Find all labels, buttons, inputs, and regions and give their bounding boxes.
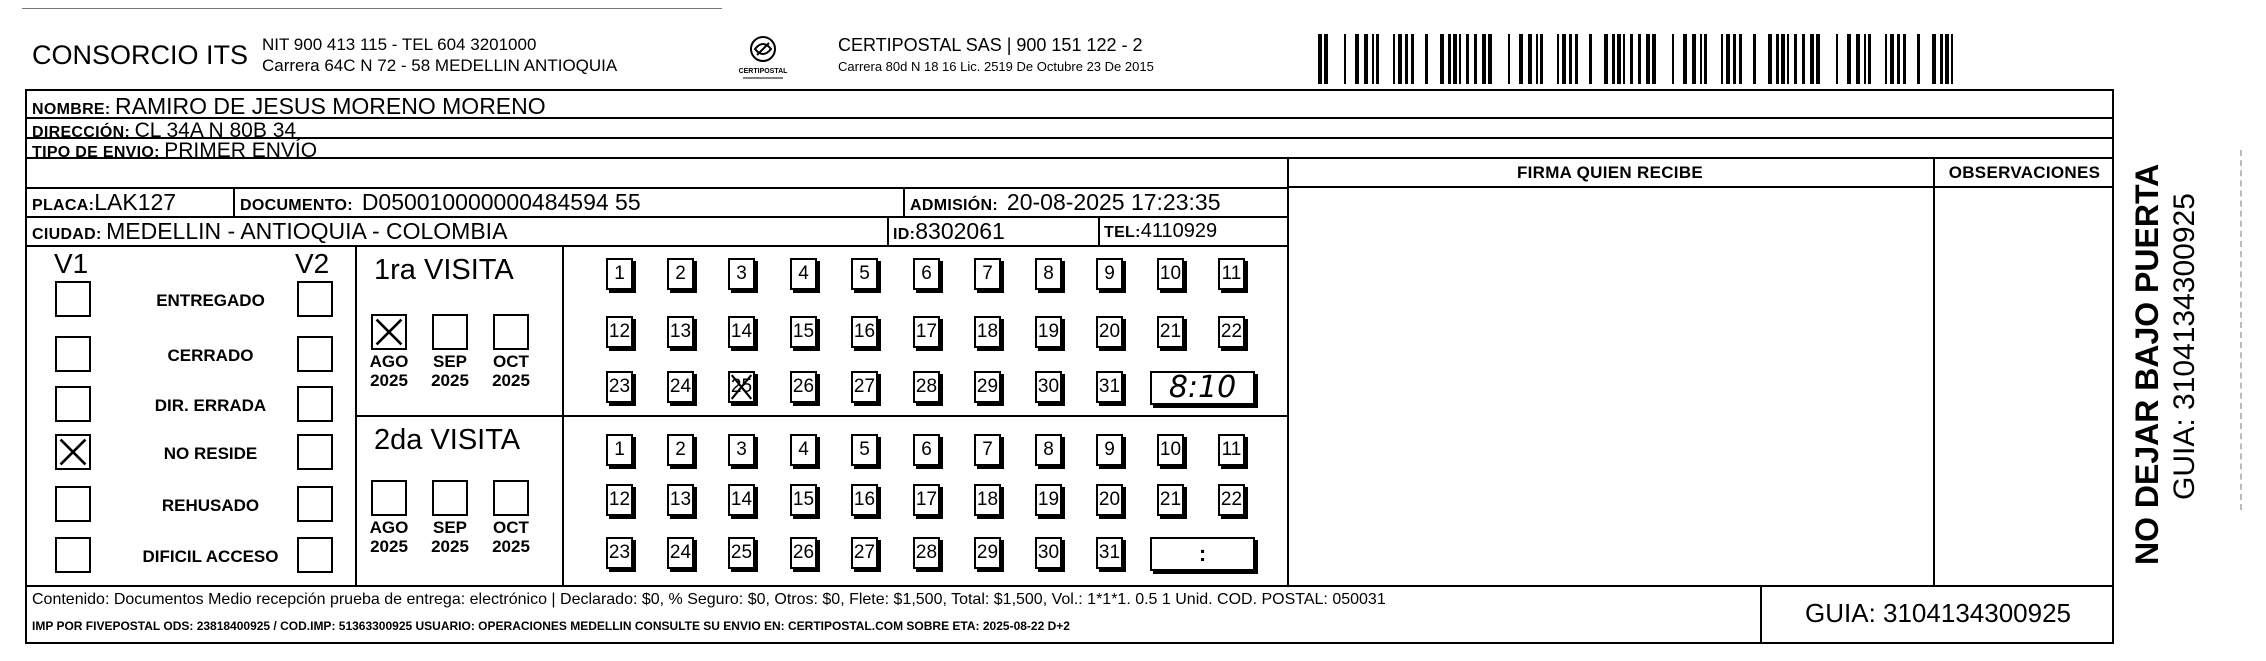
visit1-day-box[interactable]: 19 bbox=[1035, 316, 1062, 348]
documento-field: DOCUMENTO: D050010000000484594 55 bbox=[240, 189, 641, 215]
admision-value: 20-08-2025 17:23:35 bbox=[1006, 189, 1221, 215]
visit1-month-label: OCT 2025 bbox=[492, 352, 530, 390]
v2-checkbox[interactable] bbox=[297, 281, 333, 317]
status-option-label: ENTREGADO bbox=[156, 291, 265, 310]
visit1-month-label: AGO 2025 bbox=[369, 352, 409, 390]
status-option-label: DIR. ERRADA bbox=[154, 396, 267, 415]
barcode bbox=[1318, 34, 1958, 84]
visit2-day-box[interactable]: 13 bbox=[667, 484, 694, 516]
v1-checkbox[interactable] bbox=[55, 386, 91, 422]
id-field: ID:8302061 bbox=[893, 218, 1005, 244]
visit1-day-box[interactable]: 8 bbox=[1035, 258, 1062, 290]
visit2-day-box[interactable]: 28 bbox=[913, 537, 940, 569]
documento-value: D050010000000484594 55 bbox=[361, 189, 641, 215]
visit2-day-box[interactable]: 22 bbox=[1218, 484, 1245, 516]
visit1-day-box[interactable]: 5 bbox=[851, 258, 878, 290]
company-name: CONSORCIO ITS bbox=[32, 40, 249, 70]
visit2-month-label: SEP 2025 bbox=[431, 518, 469, 556]
visit2-day-box[interactable]: 2 bbox=[667, 434, 694, 466]
v2-checkbox[interactable] bbox=[297, 486, 333, 522]
visit1-day-box[interactable]: 23 bbox=[606, 371, 633, 403]
visit1-day-box[interactable]: 26 bbox=[790, 371, 817, 403]
tipo-row: TIPO DE ENVIO: PRIMER ENVÍO bbox=[32, 139, 318, 162]
visit2-day-box[interactable]: 20 bbox=[1096, 484, 1123, 516]
visit1-day-box[interactable]: 18 bbox=[974, 316, 1001, 348]
admision-field: ADMISIÓN: 20-08-2025 17:23:35 bbox=[910, 189, 1221, 215]
v2-checkbox[interactable] bbox=[297, 386, 333, 422]
visit1-day-box[interactable]: 4 bbox=[790, 258, 817, 290]
visit2-day-box[interactable]: 6 bbox=[913, 434, 940, 466]
v1-checkbox[interactable] bbox=[55, 486, 91, 522]
visit1-day-box[interactable]: 14 bbox=[728, 316, 755, 348]
footer-guia: GUIA: 3104134300925 bbox=[1805, 598, 2071, 628]
certipostal-logo bbox=[735, 33, 791, 85]
v2-label: V2 bbox=[295, 248, 330, 279]
visit2-day-box[interactable]: 10 bbox=[1157, 434, 1184, 466]
v1-checkbox[interactable] bbox=[55, 281, 91, 317]
tipo-value: PRIMER ENVÍO bbox=[164, 139, 318, 162]
v1-checkbox[interactable] bbox=[55, 336, 91, 372]
visit1-month-checkbox[interactable] bbox=[432, 314, 468, 350]
status-option-label: DIFICIL ACCESO bbox=[142, 547, 279, 566]
visit2-day-box[interactable]: 31 bbox=[1096, 537, 1123, 569]
visit1-day-box[interactable]: 13 bbox=[667, 316, 694, 348]
v1-label: V1 bbox=[54, 248, 89, 279]
footer-imp: IMP POR FIVEPOSTAL ODS: 23818400925 / COD.IMP: 51363300925 USUARIO: OPERACIONES MEDELLIN CONSULTE SU ENVIO EN: CERTIPOSTAL.COM SOBRE ETA: 2025-08-22 D+2 bbox=[32, 619, 1070, 633]
top-rule bbox=[22, 8, 722, 9]
observaciones-header: OBSERVACIONES bbox=[1948, 163, 2101, 182]
visit2-day-box[interactable]: 9 bbox=[1096, 434, 1123, 466]
visit2-title: 2da VISITA bbox=[374, 424, 521, 456]
visit2-day-box[interactable]: 29 bbox=[974, 537, 1001, 569]
visit1-day-box[interactable]: 3 bbox=[728, 258, 755, 290]
visit1-day-box[interactable]: 10 bbox=[1157, 258, 1184, 290]
visit1-day-box[interactable]: 15 bbox=[790, 316, 817, 348]
visit1-day-box[interactable]: 29 bbox=[974, 371, 1001, 403]
visit1-day-box[interactable]: 2 bbox=[667, 258, 694, 290]
placa-field: PLACA:LAK127 bbox=[32, 189, 177, 215]
v2-checkbox[interactable] bbox=[297, 336, 333, 372]
side-notice: NO DEJAR BAJO PUERTA bbox=[2129, 163, 2165, 565]
v1-checkbox[interactable] bbox=[55, 434, 91, 470]
v2-checkbox[interactable] bbox=[297, 537, 333, 573]
visit2-day-box[interactable]: 27 bbox=[851, 537, 878, 569]
status-option-label: NO RESIDE bbox=[163, 444, 258, 463]
visit2-month-checkbox[interactable] bbox=[432, 480, 468, 516]
tel-field: TEL:4110929 bbox=[1104, 220, 1218, 242]
visit2-day-box[interactable]: 12 bbox=[606, 484, 633, 516]
visit1-day-box[interactable]: 20 bbox=[1096, 316, 1123, 348]
visit2-day-box[interactable]: 24 bbox=[667, 537, 694, 569]
status-option-label: REHUSADO bbox=[161, 496, 260, 515]
visit2-day-box[interactable]: 3 bbox=[728, 434, 755, 466]
visit1-day-box[interactable]: 7 bbox=[974, 258, 1001, 290]
certipostal-address: Carrera 80d N 18 16 Lic. 2519 De Octubre 23 De 2015 bbox=[838, 59, 1154, 74]
visit2-day-box[interactable]: 15 bbox=[790, 484, 817, 516]
side-guia: GUIA: 3104134300925 bbox=[2168, 193, 2201, 500]
logo-text: CERTIPOSTAL bbox=[738, 68, 788, 75]
status-option-label: CERRADO bbox=[167, 346, 254, 365]
visit1-day-box[interactable]: 11 bbox=[1218, 258, 1245, 290]
visit1-day-box[interactable]: 28 bbox=[913, 371, 940, 403]
visit2-day-box[interactable]: 1 bbox=[606, 434, 633, 466]
visit1-day-box[interactable]: 16 bbox=[851, 316, 878, 348]
id-value: 8302061 bbox=[915, 218, 1005, 244]
visit2-time: : bbox=[1150, 537, 1255, 571]
visit2-day-box[interactable]: 25 bbox=[728, 537, 755, 569]
visit2-month-checkbox[interactable] bbox=[371, 480, 407, 516]
visit1-day-box[interactable]: 30 bbox=[1035, 371, 1062, 403]
visit1-day-box[interactable]: 1 bbox=[606, 258, 633, 290]
visit1-month-checkbox[interactable] bbox=[493, 314, 529, 350]
visit2-day-box[interactable]: 8 bbox=[1035, 434, 1062, 466]
visit2-day-box[interactable]: 11 bbox=[1218, 434, 1245, 466]
company-nit-tel: NIT 900 413 115 - TEL 604 3201000 bbox=[262, 35, 537, 54]
v2-checkbox[interactable] bbox=[297, 434, 333, 470]
visit1-day-box[interactable]: 6 bbox=[913, 258, 940, 290]
visit2-day-box[interactable]: 16 bbox=[851, 484, 878, 516]
visit2-month-label: OCT 2025 bbox=[492, 518, 530, 556]
direccion-value: CL 34A N 80B 34 bbox=[134, 119, 297, 142]
visit2-day-box[interactable]: 17 bbox=[913, 484, 940, 516]
footer-contenido: Contenido: Documentos Medio recepción prueba de entrega: electrónico | Declarado: $0, % Seguro: $0, Otros: $0, Flete: $1,500, Total: $1,500, Vol.: 1*1*1. 0.5 1 Unid. COD. POSTAL: 050031 bbox=[32, 591, 1386, 608]
visit2-month-checkbox[interactable] bbox=[493, 480, 529, 516]
visit2-day-box[interactable]: 30 bbox=[1035, 537, 1062, 569]
firma-header: FIRMA QUIEN RECIBE bbox=[1516, 163, 1704, 182]
visit1-day-box[interactable]: 21 bbox=[1157, 316, 1184, 348]
visit2-day-box[interactable]: 18 bbox=[974, 484, 1001, 516]
visit1-day-box[interactable]: 9 bbox=[1096, 258, 1123, 290]
visit1-day-box[interactable]: 24 bbox=[667, 371, 694, 403]
visit1-day-box[interactable]: 25 bbox=[728, 371, 755, 403]
visit1-day-box[interactable]: 17 bbox=[913, 316, 940, 348]
visit1-title: 1ra VISITA bbox=[374, 254, 514, 286]
visit2-day-box[interactable]: 26 bbox=[790, 537, 817, 569]
visit2-day-box[interactable]: 4 bbox=[790, 434, 817, 466]
ciudad-field: CIUDAD: MEDELLIN - ANTIOQUIA - COLOMBIA bbox=[32, 218, 508, 244]
visit1-day-box[interactable]: 31 bbox=[1096, 371, 1123, 403]
visit1-day-box[interactable]: 22 bbox=[1218, 316, 1245, 348]
visit1-time: 8:10 bbox=[1150, 371, 1255, 405]
visit2-day-box[interactable]: 21 bbox=[1157, 484, 1184, 516]
visit2-day-box[interactable]: 5 bbox=[851, 434, 878, 466]
edge-marks bbox=[2240, 150, 2244, 510]
visit1-month-checkbox[interactable] bbox=[371, 314, 407, 350]
visit2-day-box[interactable]: 14 bbox=[728, 484, 755, 516]
visit2-month-label: AGO 2025 bbox=[369, 518, 409, 556]
visit1-day-box[interactable]: 27 bbox=[851, 371, 878, 403]
visit1-month-label: SEP 2025 bbox=[431, 352, 469, 390]
ciudad-value: MEDELLIN - ANTIOQUIA - COLOMBIA bbox=[106, 218, 508, 244]
v1-checkbox[interactable] bbox=[55, 537, 91, 573]
visit2-day-box[interactable]: 23 bbox=[606, 537, 633, 569]
direccion-row: DIRECCIÓN: CL 34A N 80B 34 bbox=[32, 119, 297, 142]
nombre-row: NOMBRE: RAMIRO DE JESUS MORENO MORENO bbox=[32, 93, 546, 119]
nombre-value: RAMIRO DE JESUS MORENO MORENO bbox=[115, 93, 546, 119]
placa-value: LAK127 bbox=[94, 189, 177, 215]
certipostal-title: CERTIPOSTAL SAS | 900 151 122 - 2 bbox=[838, 35, 1143, 55]
tel-value: 4110929 bbox=[1140, 220, 1218, 242]
company-address: Carrera 64C N 72 - 58 MEDELLIN ANTIOQUIA bbox=[262, 56, 618, 75]
visit2-day-box[interactable]: 19 bbox=[1035, 484, 1062, 516]
visit1-day-box[interactable]: 12 bbox=[606, 316, 633, 348]
visit2-day-box[interactable]: 7 bbox=[974, 434, 1001, 466]
